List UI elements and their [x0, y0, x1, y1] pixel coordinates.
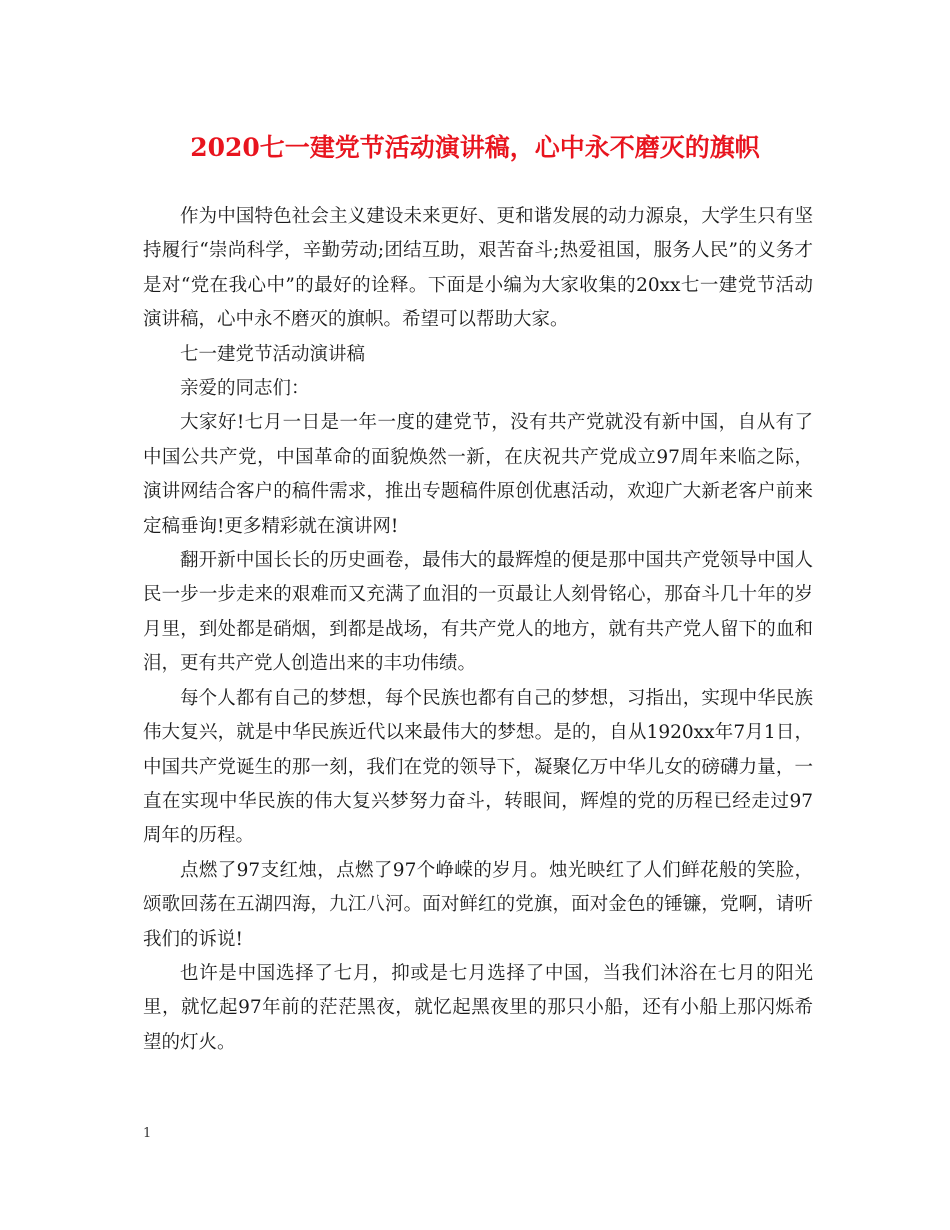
paragraph-dream: 每个人都有自己的梦想，每个民族也都有自己的梦想，习指出，实现中华民族伟大复兴，就是中华民族近代以来最伟大的梦想。是的，自从1920xx年7月1日，中国共产党诞生的那一刻，我们在党的领导下，凝聚亿万中华儿女的磅礴力量，一直在实现中华民族的伟大复兴梦努力奋斗，转眼间，辉煌的党的历程已经走过97周年的历程。 [143, 687, 813, 847]
document-body [143, 200, 813, 1060]
paragraph-july: 也许是中国选择了七月，抑或是七月选择了中国，当我们沐浴在七月的阳光里，就忆起97年前的茫茫黑夜，就忆起黑夜里的那只小船，还有小船上那闪烁希望的灯火。 [143, 962, 813, 1053]
paragraph-history: 翻开新中国长长的历史画卷，最伟大的最辉煌的便是那中国共产党领导中国人民一步一步走来的艰难而又充满了血泪的一页最让人刻骨铭心，那奋斗几十年的岁月里，到处都是硝烟，到都是战场，有共产党人的地方，就有共产党人留下的血和泪，更有共产党人创造出来的丰功伟绩。 [143, 550, 813, 675]
paragraph-candles: 点燃了97支红烛，点燃了97个峥嵘的岁月。烛光映红了人们鲜花般的笑脸，颂歌回荡在五湖四海，九江八河。面对鲜红的党旗，面对金色的锤镰，党啊，请听我们的诉说! [143, 859, 813, 950]
paragraph-intro: 作为中国特色社会主义建设未来更好、更和谐发展的动力源泉，大学生只有坚持履行“崇尚科学，辛勤劳动;团结互助，艰苦奋斗;热爱祖国，服务人民”的义务才是对“党在我心中”的最好的诠释。下面是小编为大家收集的20xx七一建党节活动演讲稿，心中永不磨灭的旗帜。希望可以帮助大家。 [143, 206, 813, 331]
paragraph-speech-heading: 七一建党节活动演讲稿 [180, 343, 366, 365]
document-title: 2020七一建党节活动演讲稿，心中永不磨灭的旗帜 [190, 133, 760, 162]
page-number: 1 [143, 1126, 152, 1141]
paragraph-salutation: 亲爱的同志们： [180, 378, 310, 400]
paragraph-greeting: 大家好!七月一日是一年一度的建党节，没有共产党就没有新中国，自从有了中国公共产党，中国革命的面貌焕然一新，在庆祝共产党成立97周年来临之际，演讲网结合客户的稿件需求，推出专题稿件原创优惠活动，欢迎广大新老客户前来定稿垂询!更多精彩就在演讲网! [143, 412, 813, 537]
